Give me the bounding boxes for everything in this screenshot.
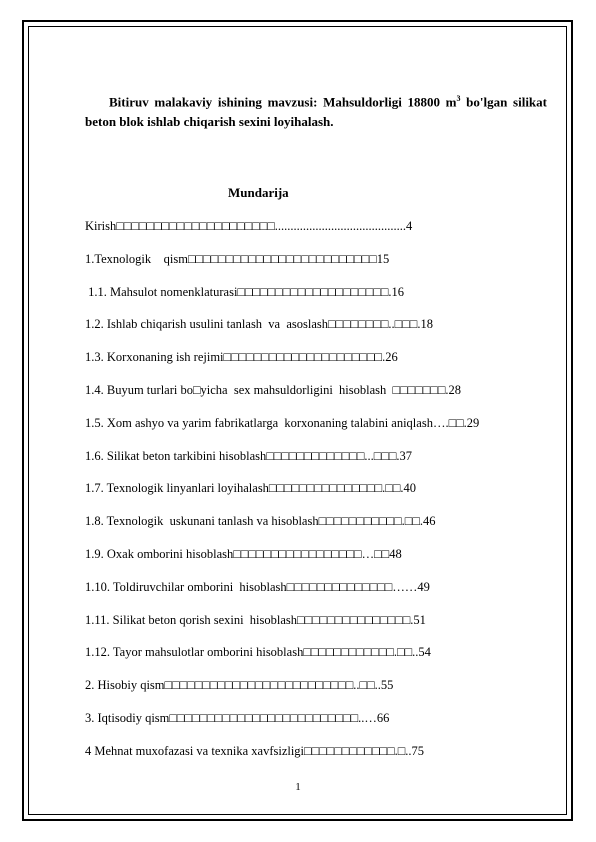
toc-entry: 1.7. Texnologik linyanlari loyihalash□□□□□□□□□□□□□□□.□□.40 xyxy=(85,481,417,496)
toc-entry: 1.2. Ishlab chiqarish usulini tanlash va asoslash□□□□□□□□..□□□.18 xyxy=(85,317,433,332)
toc-entry: 3. Iqtisodiy qism□□□□□□□□□□□□□□□□□□□□□□□□□..…66 xyxy=(85,710,390,725)
toc-entry: 2. Hisobiy qism□□□□□□□□□□□□□□□□□□□□□□□□□..□□..55 xyxy=(85,678,394,693)
toc-entry: 1.3. Korxonaning ish rejimi□□□□□□□□□□□□□□□□□□□□□.26 xyxy=(85,350,398,365)
heading-superscript: 3 xyxy=(456,94,461,103)
toc-entry: 1.10. Toldiruvchilar omborini hisoblash□□□□□□□□□□□□□□……49 xyxy=(85,579,430,594)
toc-entry: 1.11. Silikat beton qorish sexini hisoblash□□□□□□□□□□□□□□□.51 xyxy=(85,612,426,627)
heading-text-part1: Bitiruv malakaviy ishining mavzusi: Mahsuldorligi 18800 m xyxy=(109,94,457,110)
toc-entry: 1.12. Tayor mahsulotlar omborini hisoblash□□□□□□□□□□□□.□□..54 xyxy=(85,645,431,660)
toc-entry: 1.5. Xom ashyo va yarim fabrikatlarga korxonaning talabini aniqlash….□□.29 xyxy=(85,415,480,430)
heading-text-part2: bo'lgan silikat beton blok ishlab chiqarish sexini loyihalash. xyxy=(85,94,547,130)
toc-entry: 1.9. Oxak omborini hisoblash□□□□□□□□□□□□□□□□□…□□48 xyxy=(85,546,402,561)
table-of-contents xyxy=(85,218,555,776)
toc-entry: 1.1. Mahsulot nomenklaturasi□□□□□□□□□□□□□□□□□□□□.16 xyxy=(85,284,405,299)
thesis-topic-heading xyxy=(85,89,547,132)
toc-entry: Kirish□□□□□□□□□□□□□□□□□□□□□..........................................4 xyxy=(85,219,413,233)
toc-title: Mundarija xyxy=(228,185,289,200)
toc-entry: 1.8. Texnologik uskunani tanlash va hisoblash□□□□□□□□□□□.□□.46 xyxy=(85,514,436,529)
toc-entry: 1.Texnologik qism□□□□□□□□□□□□□□□□□□□□□□□□□15 xyxy=(85,251,390,266)
toc-entry: 1.6. Silikat beton tarkibini hisoblash□□□□□□□□□□□□□...□□□.37 xyxy=(85,448,413,463)
toc-entry: 1.4. Buyum turlari bo□yicha sex mahsuldorligini hisoblash □□□□□□□.28 xyxy=(85,382,461,397)
toc-entry: 4 Mehnat muxofazasi va texnika xavfsizligi□□□□□□□□□□□□.□..75 xyxy=(85,743,425,758)
page-number: 1 xyxy=(295,781,301,793)
